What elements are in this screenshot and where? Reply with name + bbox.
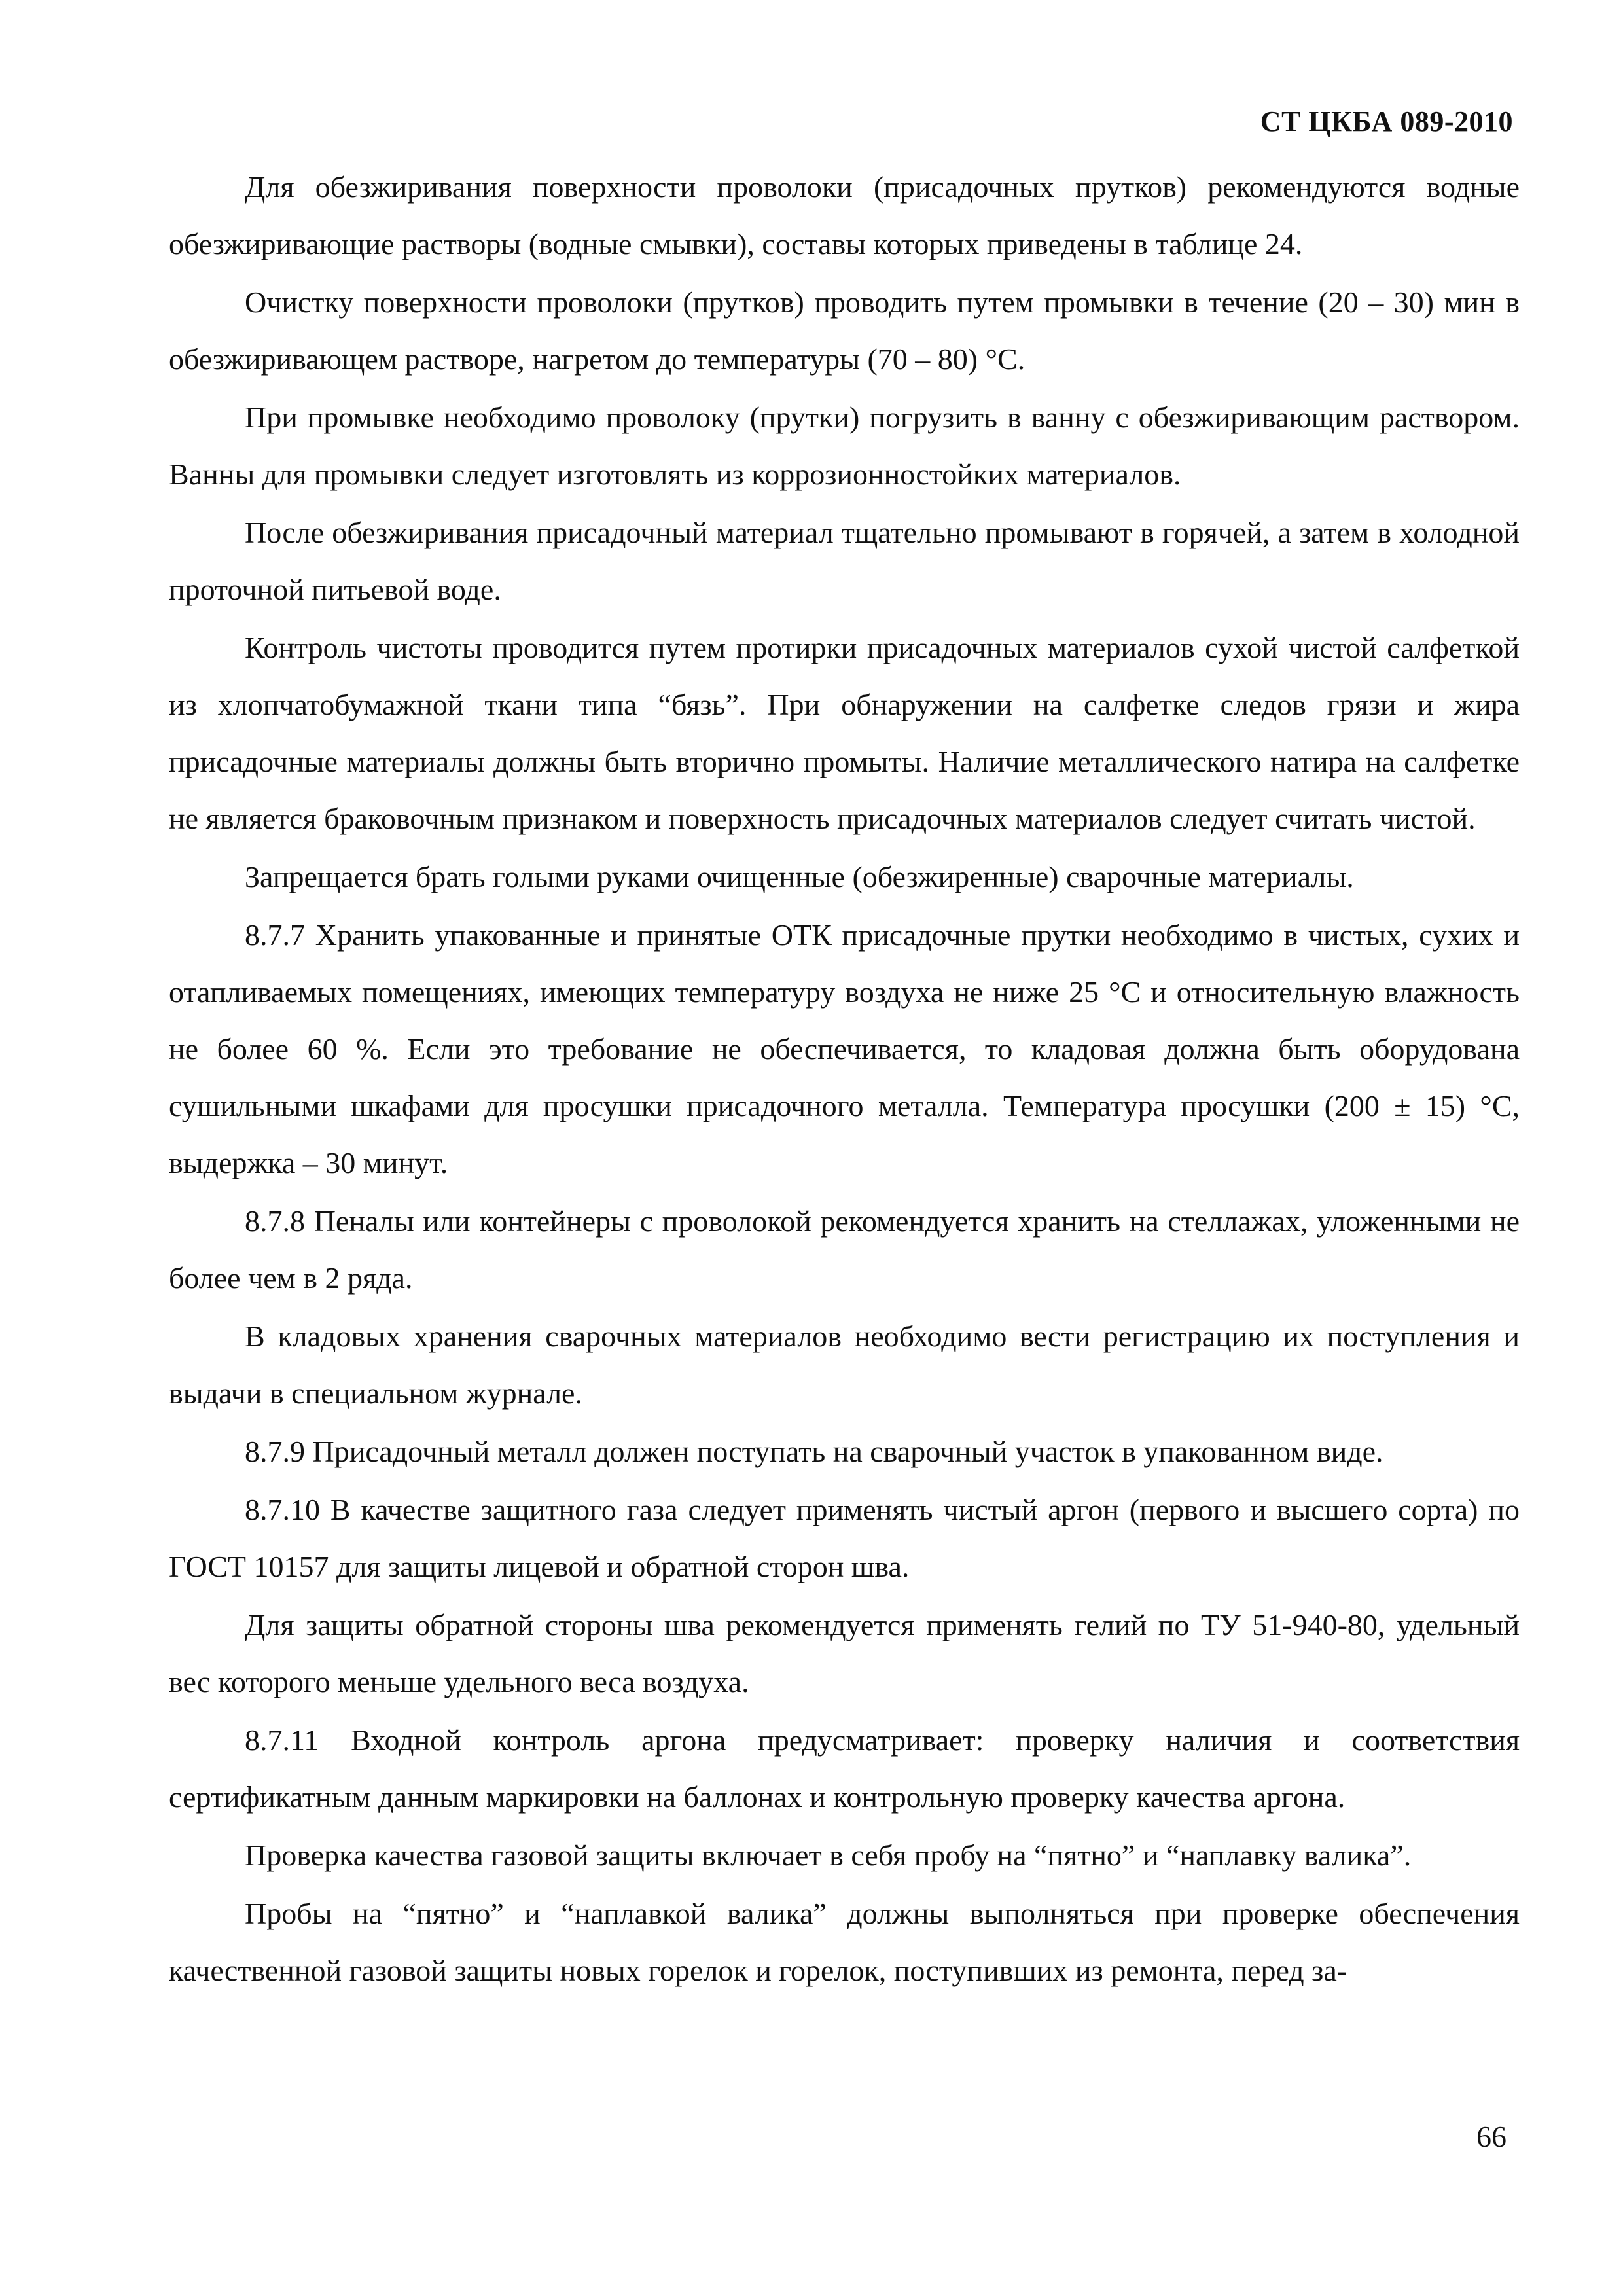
paragraph-helium-backing: Для защиты обратной стороны шва рекомендуется применять гелий по ТУ 51-940-80, удельный вес которого меньше удельного веса воздуха. (169, 1608, 1520, 1698)
paragraph-cleaning-procedure: Очистку поверхности проволоки (прутков) проводить путем промывки в течение (20 – 30) мин в обезжиривающем растворе, нагретом до температуры (70 – 80) °С. (169, 285, 1520, 376)
paragraph-gas-shield-check: Проверка качества газовой защиты включает в себя пробу на “пятно” и “наплавку валика”. (245, 1839, 1412, 1872)
paragraph-8-7-10-shielding-gas: 8.7.10 В качестве защитного газа следует применять чистый аргон (первого и высшего сорта) по ГОСТ 10157 для защиты лицевой и обратной сторон шва. (169, 1493, 1520, 1583)
body-text (169, 158, 1520, 2000)
paragraph-bare-hands-prohibition: Запрещается брать голыми руками очищенные (обезжиренные) сварочные материалы. (245, 860, 1354, 893)
document-code-header: СТ ЦКБА 089-2010 (1260, 105, 1513, 137)
paragraph-rinsing: После обезжиривания присадочный материал тщательно промывают в горячей, а затем в холодной проточной питьевой воде. (169, 516, 1520, 606)
page-number: 66 (1476, 2120, 1507, 2153)
paragraph-spot-and-bead-tests: Пробы на “пятно” и “наплавкой валика” должны выполняться при проверке обеспечения качественной газовой защиты новых горелок и горелок, поступивших из ремонта, перед за- (169, 1897, 1520, 1987)
paragraph-8-7-9-packaging: 8.7.9 Присадочный металл должен поступать на сварочный участок в упакованном виде. (245, 1435, 1383, 1468)
paragraph-storage-registration: В кладовых хранения сварочных материалов необходимо вести регистрацию их поступления и выдачи в специальном журнале. (169, 1319, 1520, 1410)
paragraph-degreasing-solutions: Для обезжиривания поверхности проволоки (присадочных прутков) рекомендуются водные обезжиривающие растворы (водные смывки), составы которых приведены в таблице 24. (169, 170, 1520, 260)
paragraph-immersion-bath: При промывке необходимо проволоку (прутки) погрузить в ванну с обезжиривающим раствором. Ванны для промывки следует изготовлять из коррозионностойких материалов. (169, 401, 1520, 491)
paragraph-cleanliness-control: Контроль чистоты проводится путем протирки присадочных материалов сухой чистой салфеткой из хлопчатобумажной ткани типа “бязь”. При обнаружении на салфетке следов грязи и жира присадочные материалы должны быть вторично промыты. Наличие металлического натира на салфетке не является браковочным признаком и поверхность присадочных материалов следует считать чистой. (169, 631, 1520, 835)
paragraph-8-7-11-argon-inspection: 8.7.11 Входной контроль аргона предусматривает: проверку наличия и соответствия сертификатным данным маркировки на баллонах и контрольную проверку качества аргона. (169, 1723, 1520, 1814)
paragraph-8-7-8-containers: 8.7.8 Пеналы или контейнеры с проволокой рекомендуется хранить на стеллажах, уложенными не более чем в 2 ряда. (169, 1204, 1520, 1295)
paragraph-8-7-7-storage: 8.7.7 Хранить упакованные и принятые ОТК присадочные прутки необходимо в чистых, сухих и отапливаемых помещениях, имеющих температуру воздуха не ниже 25 °С и относительную влажность не более 60 %. Если это требование не обеспечивается, то кладовая должна быть оборудована сушильными шкафами для просушки присадочного металла. Температура просушки (200 ± 15) °С, выдержка – 30 минут. (169, 918, 1520, 1179)
